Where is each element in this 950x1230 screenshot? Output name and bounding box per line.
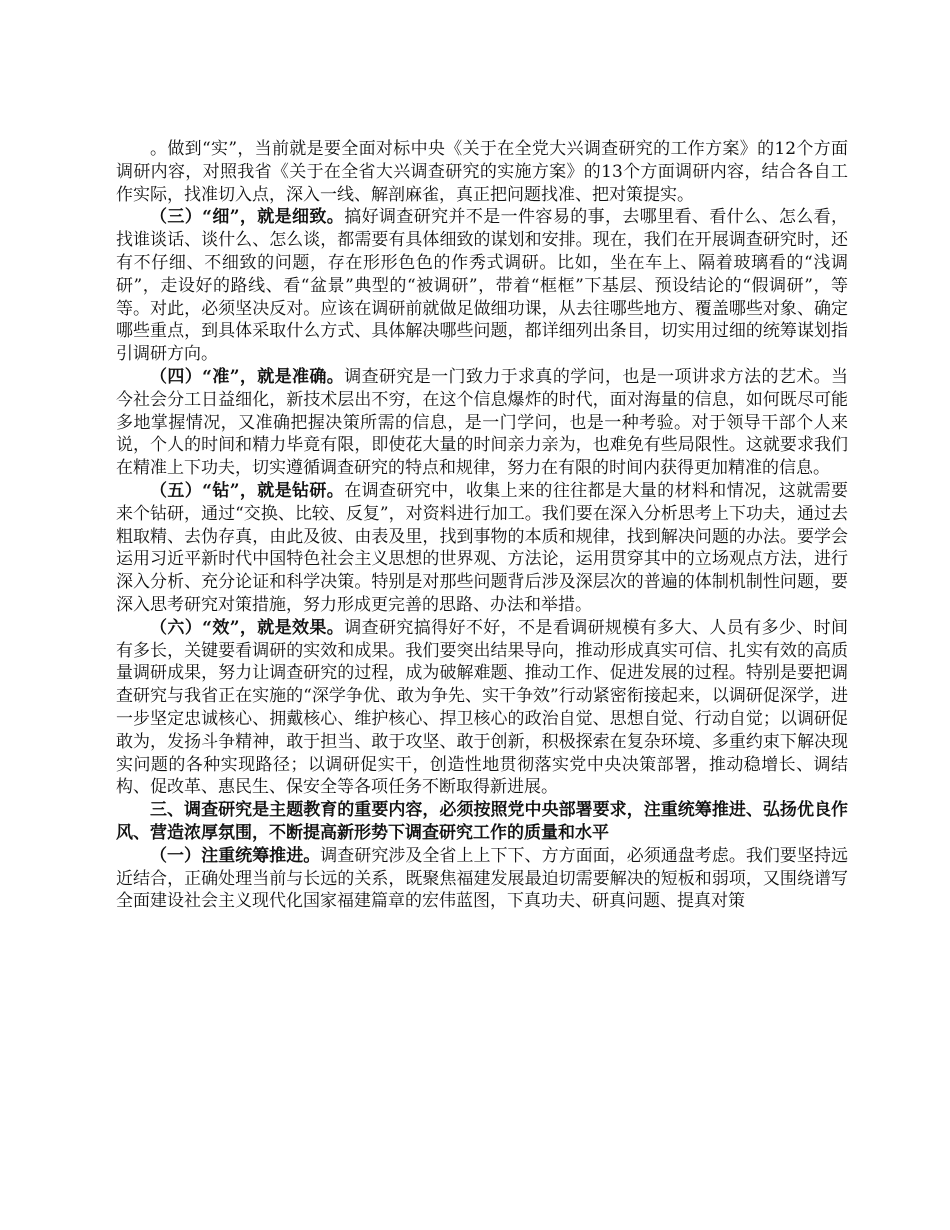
paragraph-zuan-lead: （五）“钻”，就是钻研。: [150, 480, 345, 501]
paragraph-zuan-text: 在调查研究中，收集上来的往往都是大量的材料和情况，这就需要来个钻研，通过“交换、比较、反复”，对资料进行加工。我们要在深入分析思考上下功夫，通过去粗取精、去伪存真，由此及彼、由表及里，找到事物的本质和规律，找到解决问题的办法。要学会运用习近平新时代中国特色社会主义思想的世界观、方法论，运用贯穿其中的立场观点方法，进行深入分析、充分论证和科学决策。特别是对那些问题背后涉及深层次的普遍的体制机制性问题，要深入思考研究对策措施，努力形成更完善的思路、办法和举措。: [116, 480, 848, 615]
paragraph-zhun-text: 调查研究是一门致力于求真的学问，也是一项讲求方法的艺术。当今社会分工日益细化，新技术层出不穷，在这个信息爆炸的时代，面对海量的信息，如何既尽可能多地掌握情况，又准确把握决策所需的信息，是一门学问，也是一种考验。对于领导干部个人来说，个人的时间和精力毕竟有限，即使花大量的时间亲力亲为，也难免有些局限性。这就要求我们在精准上下功夫，切实遵循调查研究的特点和规律，努力在有限的时间内获得更加精准的信息。: [116, 366, 848, 479]
paragraph-xiao-lead: （六）“效”，就是效果。: [150, 617, 345, 638]
paragraph-intro-text: 。做到“实”，当前就是要全面对标中央《关于在全党大兴调查研究的工作方案》的12个方面调研内容，对照我省《关于在全省大兴调查研究的实施方案》的13个方面调研内容，结合各自工作实际，找准切入点，深入一线、解剖麻雀，真正把问题找准、把对策提实。: [116, 139, 848, 205]
paragraph-xiao: [116, 617, 848, 799]
paragraph-intro: [116, 138, 848, 206]
paragraph-xi: [116, 206, 848, 366]
paragraph-tongchou-text: 调查研究涉及全省上上下下、方方面面，必须通盘考虑。我们要坚持远近结合，正确处理当前与长远的关系，既聚焦福建发展最迫切需要解决的短板和弱项，又围绕谱写全面建设社会主义现代化国家福建篇章的宏伟蓝图，下真功夫、研真问题、提真对策: [116, 845, 848, 912]
paragraph-tongchou-lead: （一）注重统筹推进。: [150, 845, 321, 866]
paragraph-xi-lead: （三）“细”，就是细致。: [150, 207, 345, 228]
paragraph-zhun: [116, 366, 848, 480]
paragraph-xi-text: 搞好调查研究并不是一件容易的事，去哪里看、看什么、怎么看，找谁谈话、谈什么、怎么谈，都需要有具体细致的谋划和安排。现在，我们在开展调查研究时，还有不仔细、不细致的问题，存在形形色色的作秀式调研。比如，坐在车上、隔着玻璃看的“浅调研”，走设好的路线、看“盆景”典型的“被调研”，带着“框框”下基层、预设结论的“假调研”，等等。对此，必须坚决反对。应该在调研前就做足做细功课，从去往哪些地方、覆盖哪些对象、确定哪些重点，到具体采取什么方式、具体解决哪些问题，都详细列出条目，切实用过细的统筹谋划指引调研方向。: [116, 207, 848, 365]
paragraph-tongchou: [116, 845, 848, 913]
paragraph-zuan: [116, 480, 848, 617]
paragraph-zhun-lead: （四）“准”，就是准确。: [150, 366, 345, 387]
section-heading: 三、调查研究是主题教育的重要内容，必须按照党中央部署要求，注重统筹推进、弘扬优良作风、营造浓厚氛围，不断提高新形势下调查研究工作的质量和水平: [116, 800, 848, 843]
paragraph-xiao-text: 调查研究搞得好不好，不是看调研规模有多大、人员有多少、时间有多长，关键要看调研的实效和成果。我们要突出结果导向，推动形成真实可信、扎实有效的高质量调研成果，努力让调查研究的过程，成为破解难题、推动工作、促进发展的过程。特别是要把调查研究与我省正在实施的“深学争优、敢为争先、实干争效”行动紧密衔接起来，以调研促深学，进一步坚定忠诚核心、拥戴核心、维护核心、捍卫核心的政治自觉、思想自觉、行动自觉；以调研促敢为，发扬斗争精神，敢于担当、敢于攻坚、敢于创新，积极探索在复杂环境、多重约束下解决现实问题的各种实现路径；以调研促实干，创造性地贯彻落实党中央决策部署，推动稳增长、调结构、促改革、惠民生、保安全等各项任务不断取得新进展。: [116, 617, 848, 798]
